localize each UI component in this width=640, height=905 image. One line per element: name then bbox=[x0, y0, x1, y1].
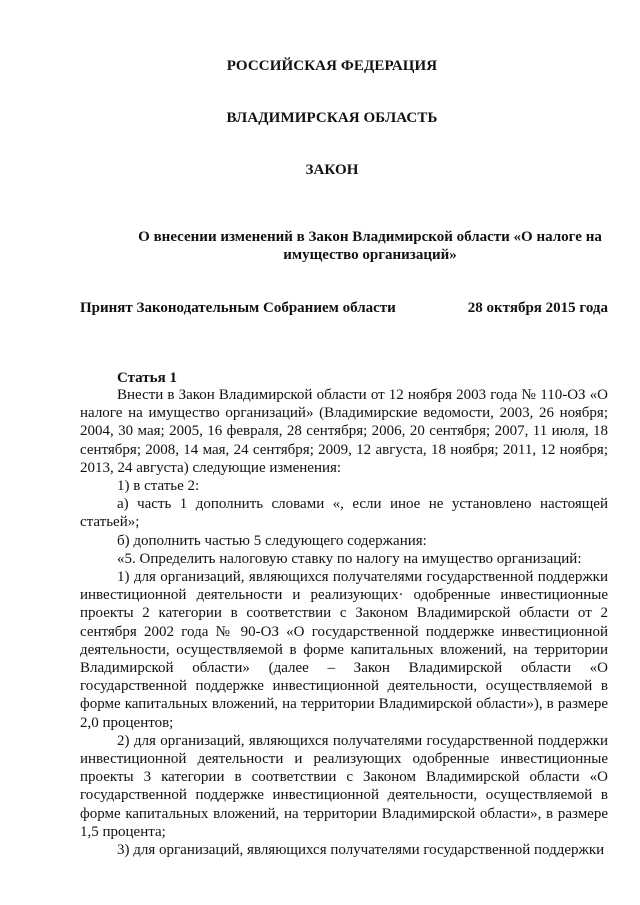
document-type-heading: ЗАКОН bbox=[305, 162, 359, 178]
law-title bbox=[120, 228, 620, 264]
paragraph: «5. Определить налоговую ставку по налогу на имущество организаций: bbox=[117, 550, 582, 567]
paragraph: 1) в статье 2: bbox=[117, 478, 200, 495]
adopted-by: Принят Законодательным Собранием области bbox=[80, 300, 396, 316]
law-title-line-1: О внесении изменений в Закон Владимирской области «О налоге на bbox=[138, 229, 602, 245]
paragraph: а) часть 1 дополнить словами «, если иное не установлено настоящей статьей»; bbox=[80, 496, 608, 531]
country-heading: РОССИЙСКАЯ ФЕДЕРАЦИЯ bbox=[226, 58, 438, 74]
region-heading: ВЛАДИМИРСКАЯ ОБЛАСТЬ bbox=[226, 110, 438, 126]
article-body bbox=[80, 386, 608, 859]
paragraph: 3) для организаций, являющихся получателями государственной поддержки bbox=[117, 842, 605, 859]
paragraph: Внести в Закон Владимирской области от 12 ноября 2003 года № 110-ОЗ «О налоге на имущество организаций» (Владимирские ведомости, 2003, 26 ноября; 2004, 30 мая; 2005, 16 февраля, 28 сентября; 2006, 20 сентября; 2007, 11 июля, 18 сентября; 2008, 14 мая, 24 сентября; 2009, 12 августа, 18 ноября; 2011, 12 ноября; 2013, 24 августа) следующие изменения: bbox=[80, 387, 608, 476]
article-heading: Статья 1 bbox=[117, 370, 177, 386]
adoption-line bbox=[80, 300, 608, 317]
paragraph: 1) для организаций, являющихся получателями государственной поддержки инвестиционной деятельности и реализующих· одобренные инвестиционные проекты 2 категории в соответствии с Законом Владимирской области от 2 сентября 2002 года № 90-ОЗ «О государственной поддержке инвестиционной деятельности, осуществляемой в форме капитальных вложений, на территории Владимирской области» (далее – Закон Владимирской области «О государственной поддержке инвестиционной деятельности, осуществляемой в форме капитальных вложений, на территории Владимирской области»), в размере 2,0 процентов; bbox=[80, 569, 608, 731]
paragraph: б) дополнить частью 5 следующего содержания: bbox=[117, 532, 427, 549]
law-title-line-2: имущество организаций» bbox=[283, 247, 457, 263]
adoption-date: 28 октября 2015 года bbox=[467, 300, 608, 316]
paragraph: 2) для организаций, являющихся получателями государственной поддержки инвестиционной деятельности и реализующих одобренные инвестиционные проекты 3 категории в соответствии с Законом Владимирской области «О государственной поддержке инвестиционной деятельности, осуществляемой в форме капитальных вложений, на территории Владимирской области», в размере 1,5 процента; bbox=[80, 732, 608, 840]
